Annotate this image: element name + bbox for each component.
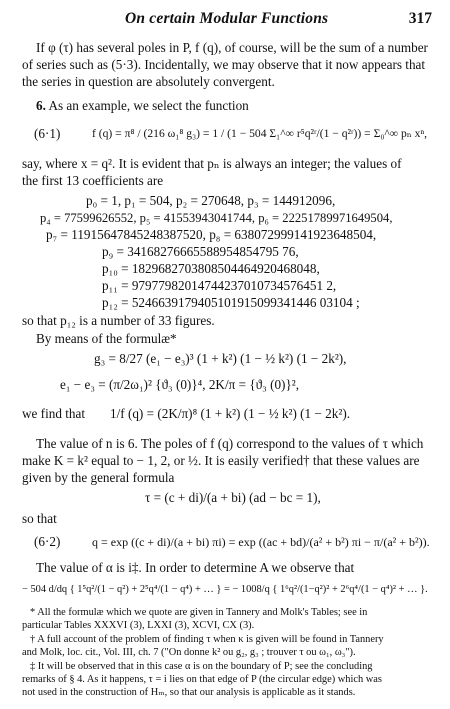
- coefficient-line: p₄ = 77599626552, p₅ = 41553943041744, p₆ = 22251789971649504,: [40, 211, 393, 225]
- footnote-line: remarks of § 4. As it happens, τ = i lies on that edge of P (the circular edge) which was: [22, 674, 382, 685]
- coefficient-line: p₁₀ = 1829682703808504464920468048,: [102, 261, 320, 276]
- running-header: [0, 10, 432, 28]
- coefficient-line: p₁₁ = 97977982014744237010734576451 2,: [102, 278, 337, 293]
- paragraph-line: The value of α is i‡. In order to determine A we observe that: [36, 560, 355, 575]
- equation-label: (6·2): [34, 534, 61, 549]
- section-number: 6.: [36, 98, 46, 113]
- formula-reciprocal-f: 1/f (q) = (2K/π)⁸ (1 + k²) (1 − ½ k²) (1 − 2k²).: [110, 406, 351, 421]
- footnote-line: * All the formulæ which we quote are given in Tannery and Molk's Tables; see in: [30, 607, 368, 618]
- paragraph-line: so that p₁₂ is a number of 33 figures.: [22, 313, 215, 328]
- footnote-line: particular Tables XXXVI (3), LXXI (3), XCVI, CX (3).: [22, 620, 255, 631]
- coefficient-line: p₉ = 34168276665588954854795 76,: [102, 244, 299, 259]
- paragraph-line: the series in question are absolutely convergent.: [22, 74, 275, 89]
- equation-label: (6·1): [34, 126, 61, 141]
- paragraph-line: If φ (τ) has several poles in P, f (q), of course, will be the sum of a number: [36, 40, 428, 55]
- page-number: 317: [408, 10, 432, 27]
- coefficient-line: p₀ = 1, p₁ = 504, p₂ = 270648, p₃ = 144912096,: [86, 193, 336, 208]
- coefficient-line: p₇ = 11915647845248387520, p₈ = 638072999141923648504,: [46, 227, 377, 242]
- equation-6-1: f (q) = π⁸ / (216 ω₁⁸ g₃) = 1 / (1 − 504 Σ₁^∞ r⁵q²ʳ/(1 − q²ʳ)) = Σ₀^∞ pₙ xⁿ,: [92, 127, 428, 140]
- formula-e1-e3: e₁ − e₃ = (π/2ω₁)² {ϑ₃ (0)}⁴, 2K/π = {ϑ₃ (0)}²,: [60, 377, 300, 392]
- footnote-line: † A full account of the problem of finding τ when κ is given will be found in Tannery: [30, 634, 384, 645]
- paragraph-line: By means of the formulæ*: [36, 331, 177, 346]
- coefficient-line: p₁₂ = 5246639179405101915099341446 03104 ;: [102, 295, 360, 310]
- formula-tau: τ = (c + di)/(a + bi) (ad − bc = 1),: [145, 490, 321, 505]
- section-intro: As an example, we select the function: [48, 98, 249, 113]
- footnote-line: ‡ It will be observed that in this case α is on the boundary of P; see the concluding: [30, 661, 373, 672]
- footnote-line: not used in the construction of Hₘ, so that our analysis is applicable as it stands.: [22, 687, 356, 698]
- paragraph-line: make K = k² equal to − 1, 2, or ½. It is easily verified† that these values are: [22, 453, 420, 468]
- running-title: On certain Modular Functions: [125, 10, 329, 27]
- paragraph-line: so that: [22, 511, 57, 526]
- section-heading: [36, 98, 249, 114]
- formula-derivative: − 504 d/dq { 1⁵q²/(1 − q²) + 2⁵q⁴/(1 − q⁴) + … } = − 1008/q { 1⁶q²/(1−q²)² + 2⁶q⁴/(1 − q⁴)² + … }.: [22, 584, 428, 595]
- paragraph-line: The value of n is 6. The poles of f (q) correspond to the values of τ which: [36, 436, 424, 451]
- paragraph-line: say, where x = q². It is evident that pₙ is always an integer; the values of: [22, 156, 402, 171]
- formula-g3: g₃ = 8/27 (e₁ − e₃)³ (1 + k²) (1 − ½ k²) (1 − 2k²),: [94, 351, 347, 366]
- paragraph-line: of series such as (5·3). Incidentally, we may observe that it now appears that: [22, 57, 426, 72]
- paragraph-line: the first 13 coefficients are: [22, 173, 164, 188]
- paragraph-line: given by the general formula: [22, 470, 175, 485]
- equation-6-2: q = exp ((c + di)/(a + bi) πi) = exp ((ac + bd)/(a² + b²) πi − π/(a² + b²)).: [92, 535, 430, 549]
- footnote-line: and Molk, loc. cit., Vol. III, ch. 7 ("On donne k² ou g₂, g₃ ; trouver τ ou ω₁, ω₃").: [22, 647, 356, 658]
- paragraph-line: we find that: [22, 406, 85, 421]
